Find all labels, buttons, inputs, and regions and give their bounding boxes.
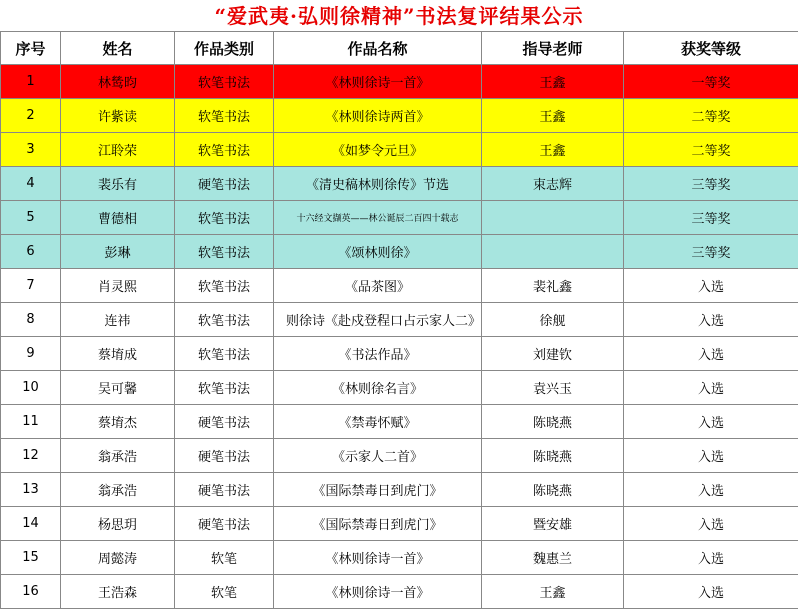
table-row [1, 167, 798, 201]
cell-category: 软笔书法 [175, 235, 274, 269]
cell-award: 一等奖 [624, 65, 798, 99]
cell-work: 《书法作品》 [274, 337, 482, 371]
cell-work: 《禁毒怀赋》 [274, 405, 482, 439]
table-row [1, 235, 798, 269]
cell-name: 周懿涛 [61, 541, 175, 575]
cell-teacher: 暨安雄 [482, 507, 624, 541]
cell-teacher: 王鑫 [482, 99, 624, 133]
page-title: “爱武夷·弘则徐精神”书法复评结果公示 [0, 0, 798, 30]
cell-teacher: 徐舰 [482, 303, 624, 337]
cell-name: 曹德相 [61, 201, 175, 235]
cell-teacher: 裴礼鑫 [482, 269, 624, 303]
cell-no: 9 [1, 337, 61, 371]
cell-work: 《林则徐名言》 [274, 371, 482, 405]
table-row [1, 439, 798, 473]
cell-award: 入选 [624, 337, 798, 371]
table-row [1, 133, 798, 167]
table-row [1, 371, 798, 405]
cell-award: 入选 [624, 269, 798, 303]
cell-award: 三等奖 [624, 201, 798, 235]
cell-award: 入选 [624, 507, 798, 541]
cell-no: 4 [1, 167, 61, 201]
cell-teacher: 王鑫 [482, 65, 624, 99]
cell-no: 16 [1, 575, 61, 609]
cell-name: 连祎 [61, 303, 175, 337]
cell-work: 《示家人二首》 [274, 439, 482, 473]
header-award: 获奖等级 [624, 32, 798, 65]
cell-work: 《林则徐诗一首》 [274, 65, 482, 99]
table-row [1, 541, 798, 575]
cell-work: 《国际禁毒日到虎门》 [274, 473, 482, 507]
cell-category: 软笔书法 [175, 269, 274, 303]
table-row [1, 269, 798, 303]
header-no: 序号 [1, 32, 61, 65]
cell-award: 入选 [624, 439, 798, 473]
cell-no: 10 [1, 371, 61, 405]
cell-name: 肖灵熙 [61, 269, 175, 303]
cell-category: 硬笔书法 [175, 405, 274, 439]
cell-no: 14 [1, 507, 61, 541]
cell-name: 许紫读 [61, 99, 175, 133]
cell-category: 硬笔书法 [175, 167, 274, 201]
cell-teacher: 陈晓燕 [482, 473, 624, 507]
cell-name: 翁承浩 [61, 473, 175, 507]
cell-work: 《如梦令元旦》 [274, 133, 482, 167]
cell-teacher: 陈晓燕 [482, 439, 624, 473]
cell-teacher: 王鑫 [482, 575, 624, 609]
header-category: 作品类别 [175, 32, 274, 65]
cell-name: 王浩森 [61, 575, 175, 609]
cell-no: 6 [1, 235, 61, 269]
cell-name: 吴可馨 [61, 371, 175, 405]
cell-work: 则徐诗《赴戍登程口占示家人二》 [274, 303, 482, 337]
cell-name: 蔡堉成 [61, 337, 175, 371]
cell-teacher: 魏惠兰 [482, 541, 624, 575]
cell-teacher: 王鑫 [482, 133, 624, 167]
cell-category: 硬笔书法 [175, 439, 274, 473]
cell-award: 三等奖 [624, 167, 798, 201]
table-row [1, 65, 798, 99]
cell-no: 11 [1, 405, 61, 439]
cell-category: 软笔书法 [175, 133, 274, 167]
table-row [1, 337, 798, 371]
cell-category: 软笔书法 [175, 65, 274, 99]
table-row [1, 575, 798, 609]
cell-name: 彭琳 [61, 235, 175, 269]
cell-work: 《颂林则徐》 [274, 235, 482, 269]
cell-teacher: 陈晓燕 [482, 405, 624, 439]
cell-no: 8 [1, 303, 61, 337]
cell-no: 7 [1, 269, 61, 303]
cell-category: 硬笔书法 [175, 473, 274, 507]
cell-work: 《林则徐诗两首》 [274, 99, 482, 133]
cell-award: 二等奖 [624, 133, 798, 167]
cell-work: 十六经文撷英——林公诞辰二百四十载志 [274, 201, 482, 235]
cell-name: 蔡堉杰 [61, 405, 175, 439]
cell-category: 软笔 [175, 541, 274, 575]
cell-no: 5 [1, 201, 61, 235]
cell-work: 《清史稿林则徐传》节选 [274, 167, 482, 201]
header-work: 作品名称 [274, 32, 482, 65]
cell-award: 入选 [624, 371, 798, 405]
cell-award: 二等奖 [624, 99, 798, 133]
table-row [1, 473, 798, 507]
table-row [1, 507, 798, 541]
header-name: 姓名 [61, 32, 175, 65]
cell-category: 软笔书法 [175, 303, 274, 337]
cell-name: 林鸶昀 [61, 65, 175, 99]
cell-no: 2 [1, 99, 61, 133]
cell-teacher [482, 201, 624, 235]
cell-work: 《林则徐诗一首》 [274, 575, 482, 609]
cell-work: 《林则徐诗一首》 [274, 541, 482, 575]
cell-teacher: 刘建钦 [482, 337, 624, 371]
cell-category: 软笔书法 [175, 371, 274, 405]
cell-award: 入选 [624, 405, 798, 439]
cell-teacher [482, 235, 624, 269]
cell-name: 裴乐有 [61, 167, 175, 201]
table-row [1, 99, 798, 133]
cell-category: 软笔书法 [175, 337, 274, 371]
cell-category: 软笔书法 [175, 201, 274, 235]
cell-award: 入选 [624, 575, 798, 609]
cell-no: 1 [1, 65, 61, 99]
table-row [1, 303, 798, 337]
cell-award: 入选 [624, 473, 798, 507]
results-table [0, 31, 798, 609]
cell-no: 15 [1, 541, 61, 575]
cell-category: 硬笔书法 [175, 507, 274, 541]
cell-no: 3 [1, 133, 61, 167]
cell-name: 翁承浩 [61, 439, 175, 473]
cell-name: 江聆荣 [61, 133, 175, 167]
cell-no: 12 [1, 439, 61, 473]
cell-award: 入选 [624, 541, 798, 575]
cell-award: 入选 [624, 303, 798, 337]
table-header-row [1, 32, 798, 65]
cell-work: 《国际禁毒日到虎门》 [274, 507, 482, 541]
cell-award: 三等奖 [624, 235, 798, 269]
table-row [1, 405, 798, 439]
cell-name: 杨思玥 [61, 507, 175, 541]
cell-category: 软笔书法 [175, 99, 274, 133]
cell-category: 软笔 [175, 575, 274, 609]
cell-teacher: 袁兴玉 [482, 371, 624, 405]
cell-no: 13 [1, 473, 61, 507]
cell-work: 《品茶图》 [274, 269, 482, 303]
header-teacher: 指导老师 [482, 32, 624, 65]
table-row [1, 201, 798, 235]
cell-teacher: 束志辉 [482, 167, 624, 201]
